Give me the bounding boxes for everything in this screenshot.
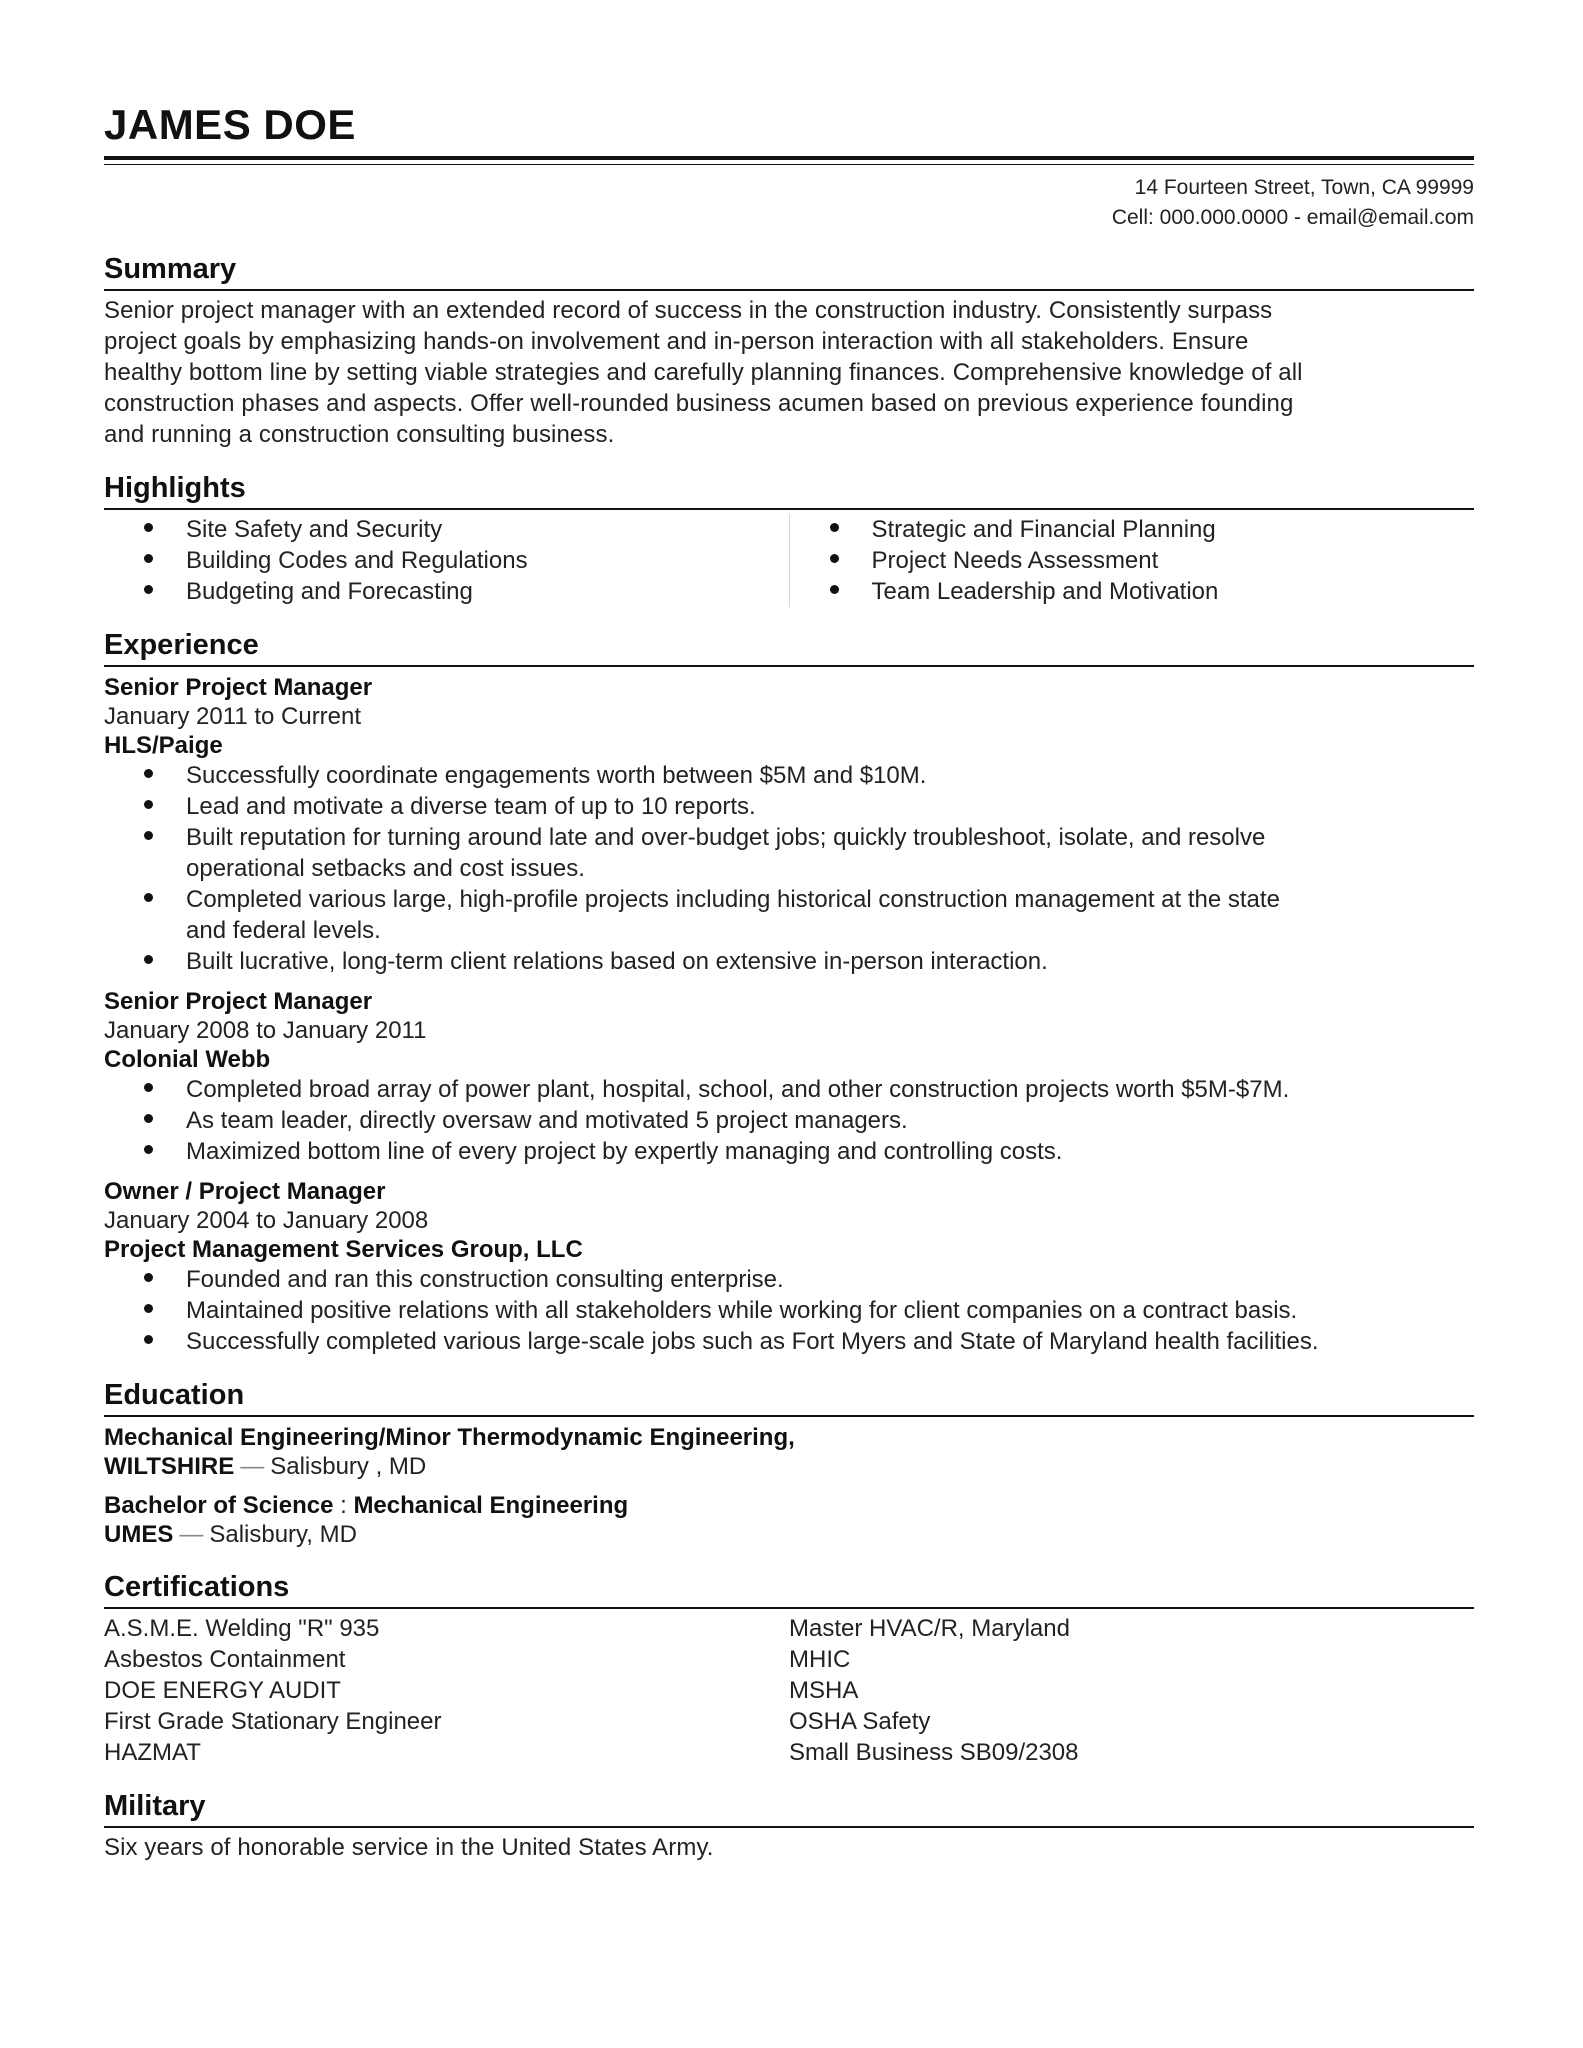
military-heading: Military	[104, 1790, 206, 1822]
section-rule	[104, 1607, 1474, 1609]
education-entry	[104, 1423, 1474, 1481]
header-thin-rule	[104, 164, 1474, 165]
bullet-icon	[144, 800, 153, 809]
job-bullet: Successfully coordinate engagements worth between $5M and $10M.	[104, 760, 1474, 791]
bullet-icon	[144, 831, 153, 840]
degree-field: Mechanical Engineering	[353, 1492, 629, 1519]
job-dates: January 2011 to Current	[104, 703, 362, 730]
highlights-right-column	[790, 514, 1475, 607]
highlights-heading: Highlights	[104, 472, 246, 504]
job-company: Project Management Services Group, LLC	[104, 1236, 583, 1263]
job-company: Colonial Webb	[104, 1046, 271, 1073]
bullet-icon	[144, 1145, 153, 1154]
bullet-icon	[144, 955, 153, 964]
header-thick-rule	[104, 156, 1474, 160]
dash-separator: —	[240, 1453, 265, 1480]
bullet-icon	[144, 1273, 153, 1282]
job-entry	[104, 1177, 1474, 1357]
job-title: Senior Project Manager	[104, 674, 373, 701]
highlight-item: Team Leadership and Motivation	[790, 576, 1475, 607]
highlight-item: Budgeting and Forecasting	[104, 576, 789, 607]
summary-section	[104, 251, 1474, 450]
candidate-name: JAMES DOE	[104, 101, 356, 148]
job-bullet: Successfully completed various large-scale jobs such as Fort Myers and State of Maryland health facilities.	[104, 1326, 1474, 1357]
bullet-icon	[144, 1304, 153, 1313]
highlight-item: Site Safety and Security	[104, 514, 789, 545]
contact-line: Cell: 000.000.0000 - email@email.com	[1111, 206, 1474, 229]
job-title: Senior Project Manager	[104, 988, 373, 1015]
job-bullet: Built reputation for turning around late and over-budget jobs; quickly troubleshoot, isolate, and resolve operational setbacks and cost issues.	[104, 822, 1474, 884]
degree-name: Mechanical Engineering/Minor Thermodynamic Engineering,	[104, 1424, 795, 1451]
bullet-icon	[144, 893, 153, 902]
certifications-left-column	[104, 1613, 789, 1768]
bullet-icon	[144, 1083, 153, 1092]
section-rule	[104, 289, 1474, 291]
military-text: Six years of honorable service in the United States Army.	[104, 1834, 714, 1861]
school-line	[104, 1520, 1474, 1549]
certification-item: DOE ENERGY AUDIT	[104, 1677, 341, 1704]
certifications-heading: Certifications	[104, 1571, 290, 1603]
bullet-icon	[144, 769, 153, 778]
certification-item: Master HVAC/R, Maryland	[789, 1615, 1070, 1642]
summary-heading: Summary	[104, 253, 237, 285]
certification-item: A.S.M.E. Welding "R" 935	[104, 1615, 380, 1642]
summary-line: project goals by emphasizing hands-on involvement and in-person interaction with all stakeholders. Ensure	[104, 328, 1249, 355]
bullet-icon	[144, 1335, 153, 1344]
degree-line	[104, 1423, 1474, 1452]
address-line: 14 Fourteen Street, Town, CA 99999	[1134, 176, 1474, 199]
bullet-icon	[144, 523, 153, 532]
experience-heading: Experience	[104, 629, 259, 661]
certifications-section	[104, 1569, 1474, 1768]
certifications-columns	[104, 1613, 1474, 1768]
job-entry	[104, 987, 1474, 1167]
contact-block	[104, 173, 1474, 233]
job-company: HLS/Paige	[104, 732, 223, 759]
highlights-columns	[104, 514, 1474, 607]
bullet-icon	[830, 554, 839, 563]
job-dates: January 2008 to January 2011	[104, 1017, 427, 1044]
experience-section	[104, 627, 1474, 1357]
certification-item: MHIC	[789, 1646, 851, 1673]
job-bullet: Maximized bottom line of every project by expertly managing and controlling costs.	[104, 1136, 1474, 1167]
degree-line	[104, 1491, 1474, 1520]
education-heading: Education	[104, 1379, 245, 1411]
job-bullet: As team leader, directly oversaw and motivated 5 project managers.	[104, 1105, 1474, 1136]
certification-item: Asbestos Containment	[104, 1646, 346, 1673]
bullet-icon	[830, 523, 839, 532]
bullet-icon	[144, 585, 153, 594]
summary-line: construction phases and aspects. Offer well-rounded business acumen based on previous experience founding	[104, 390, 1294, 417]
bullet-icon	[830, 585, 839, 594]
degree-name: Bachelor of Science	[104, 1492, 334, 1519]
school-line	[104, 1452, 1474, 1481]
school-name: UMES	[104, 1521, 174, 1548]
certification-item: HAZMAT	[104, 1739, 201, 1766]
section-rule	[104, 508, 1474, 510]
highlight-item: Building Codes and Regulations	[104, 545, 789, 576]
job-bullet: Completed broad array of power plant, hospital, school, and other construction projects worth $5M-$7M.	[104, 1074, 1474, 1105]
job-entry	[104, 673, 1474, 977]
highlight-item: Project Needs Assessment	[790, 545, 1475, 576]
bullet-icon	[144, 554, 153, 563]
section-rule	[104, 1415, 1474, 1417]
school-location: Salisbury , MD	[270, 1453, 427, 1480]
summary-line: Senior project manager with an extended record of success in the construction industry. Consistently surpass	[104, 297, 1273, 324]
job-bullet: Founded and ran this construction consulting enterprise.	[104, 1264, 1474, 1295]
job-bullet: Built lucrative, long-term client relations based on extensive in-person interaction.	[104, 946, 1474, 977]
school-location: Salisbury, MD	[209, 1521, 357, 1548]
job-dates: January 2004 to January 2008	[104, 1207, 429, 1234]
summary-line: and running a construction consulting business.	[104, 421, 615, 448]
certifications-right-column	[789, 1613, 1474, 1768]
certification-item: OSHA Safety	[789, 1708, 931, 1735]
summary-text	[104, 295, 1474, 450]
certification-item: Small Business SB09/2308	[789, 1739, 1079, 1766]
job-bullet: Lead and motivate a diverse team of up to 10 reports.	[104, 791, 1474, 822]
highlight-item: Strategic and Financial Planning	[790, 514, 1475, 545]
section-rule	[104, 1826, 1474, 1828]
bullet-icon	[144, 1114, 153, 1123]
resume-page	[104, 96, 1474, 1863]
summary-line: healthy bottom line by setting viable strategies and carefully planning finances. Comprehensive knowledge of all	[104, 359, 1303, 386]
highlights-left-column	[104, 514, 790, 607]
highlights-section	[104, 470, 1474, 607]
military-section	[104, 1788, 1474, 1863]
certification-item: First Grade Stationary Engineer	[104, 1708, 442, 1735]
job-title: Owner / Project Manager	[104, 1178, 386, 1205]
certification-item: MSHA	[789, 1677, 859, 1704]
dash-separator: —	[179, 1521, 204, 1548]
job-bullet: Completed various large, high-profile projects including historical construction management at the state and federal levels.	[104, 884, 1474, 946]
degree-separator: :	[340, 1492, 347, 1519]
education-entry	[104, 1491, 1474, 1549]
education-section	[104, 1377, 1474, 1549]
section-rule	[104, 665, 1474, 667]
job-bullet: Maintained positive relations with all stakeholders while working for client companies on a contract basis.	[104, 1295, 1474, 1326]
school-name: WILTSHIRE	[104, 1453, 235, 1480]
